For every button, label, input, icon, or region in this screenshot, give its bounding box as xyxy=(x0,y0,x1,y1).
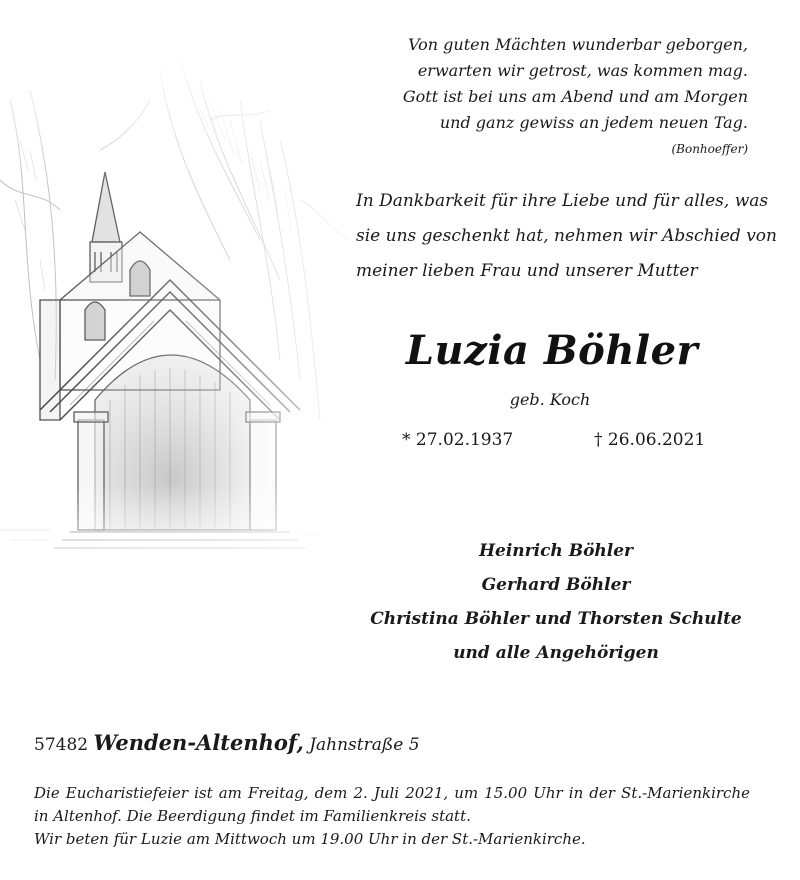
poem-line: und ganz gewiss an jedem neuen Tag. xyxy=(439,113,748,132)
address-city: Wenden-Altenhof, xyxy=(93,730,304,755)
birth-date: * 27.02.1937 xyxy=(402,430,514,450)
gratitude-line: In Dankbarkeit für ihre Liebe und für alles, was xyxy=(356,191,769,211)
address-street: Jahnstraße 5 xyxy=(309,735,420,755)
service-line: Wir beten für Luzie am Mittwoch um 19.00 Uhr in der St.-Marienkirche. xyxy=(34,830,586,848)
mourners-list xyxy=(356,534,756,670)
chapel-sketch-icon xyxy=(0,60,380,560)
service-line: in Altenhof. Die Beerdigung findet im Familienkreis statt. xyxy=(34,807,471,825)
gratitude-line: sie uns geschenkt hat, nehmen wir Abschied von xyxy=(356,226,777,246)
gratitude-text xyxy=(356,184,777,289)
deceased-name: Luzia Böhler xyxy=(405,327,699,374)
maiden-name: geb. Koch xyxy=(509,390,591,409)
gratitude-line: meiner lieben Frau und unserer Mutter xyxy=(356,261,698,281)
death-date: † 26.06.2021 xyxy=(594,430,706,450)
poem-line: erwarten wir getrost, was kommen mag. xyxy=(417,61,748,80)
poem-line: Gott ist bei uns am Abend und am Morgen xyxy=(402,87,748,106)
mourner-name: Christina Böhler und Thorsten Schulte xyxy=(370,609,742,629)
poem xyxy=(368,32,748,158)
mourner-name: Heinrich Böhler xyxy=(478,541,634,561)
address-zip: 57482 xyxy=(34,735,89,755)
service-line: Die Eucharistiefeier ist am Freitag, dem 2. Juli 2021, um 15.00 Uhr in der St.-Marienkirche xyxy=(34,784,750,802)
mourner-name: Gerhard Böhler xyxy=(481,575,631,595)
address xyxy=(34,730,420,755)
mourner-name: und alle Angehörigen xyxy=(453,643,659,663)
poem-line: Von guten Mächten wunderbar geborgen, xyxy=(408,35,748,54)
service-info xyxy=(34,782,750,851)
poem-author: (Bonhoeffer) xyxy=(671,142,748,156)
